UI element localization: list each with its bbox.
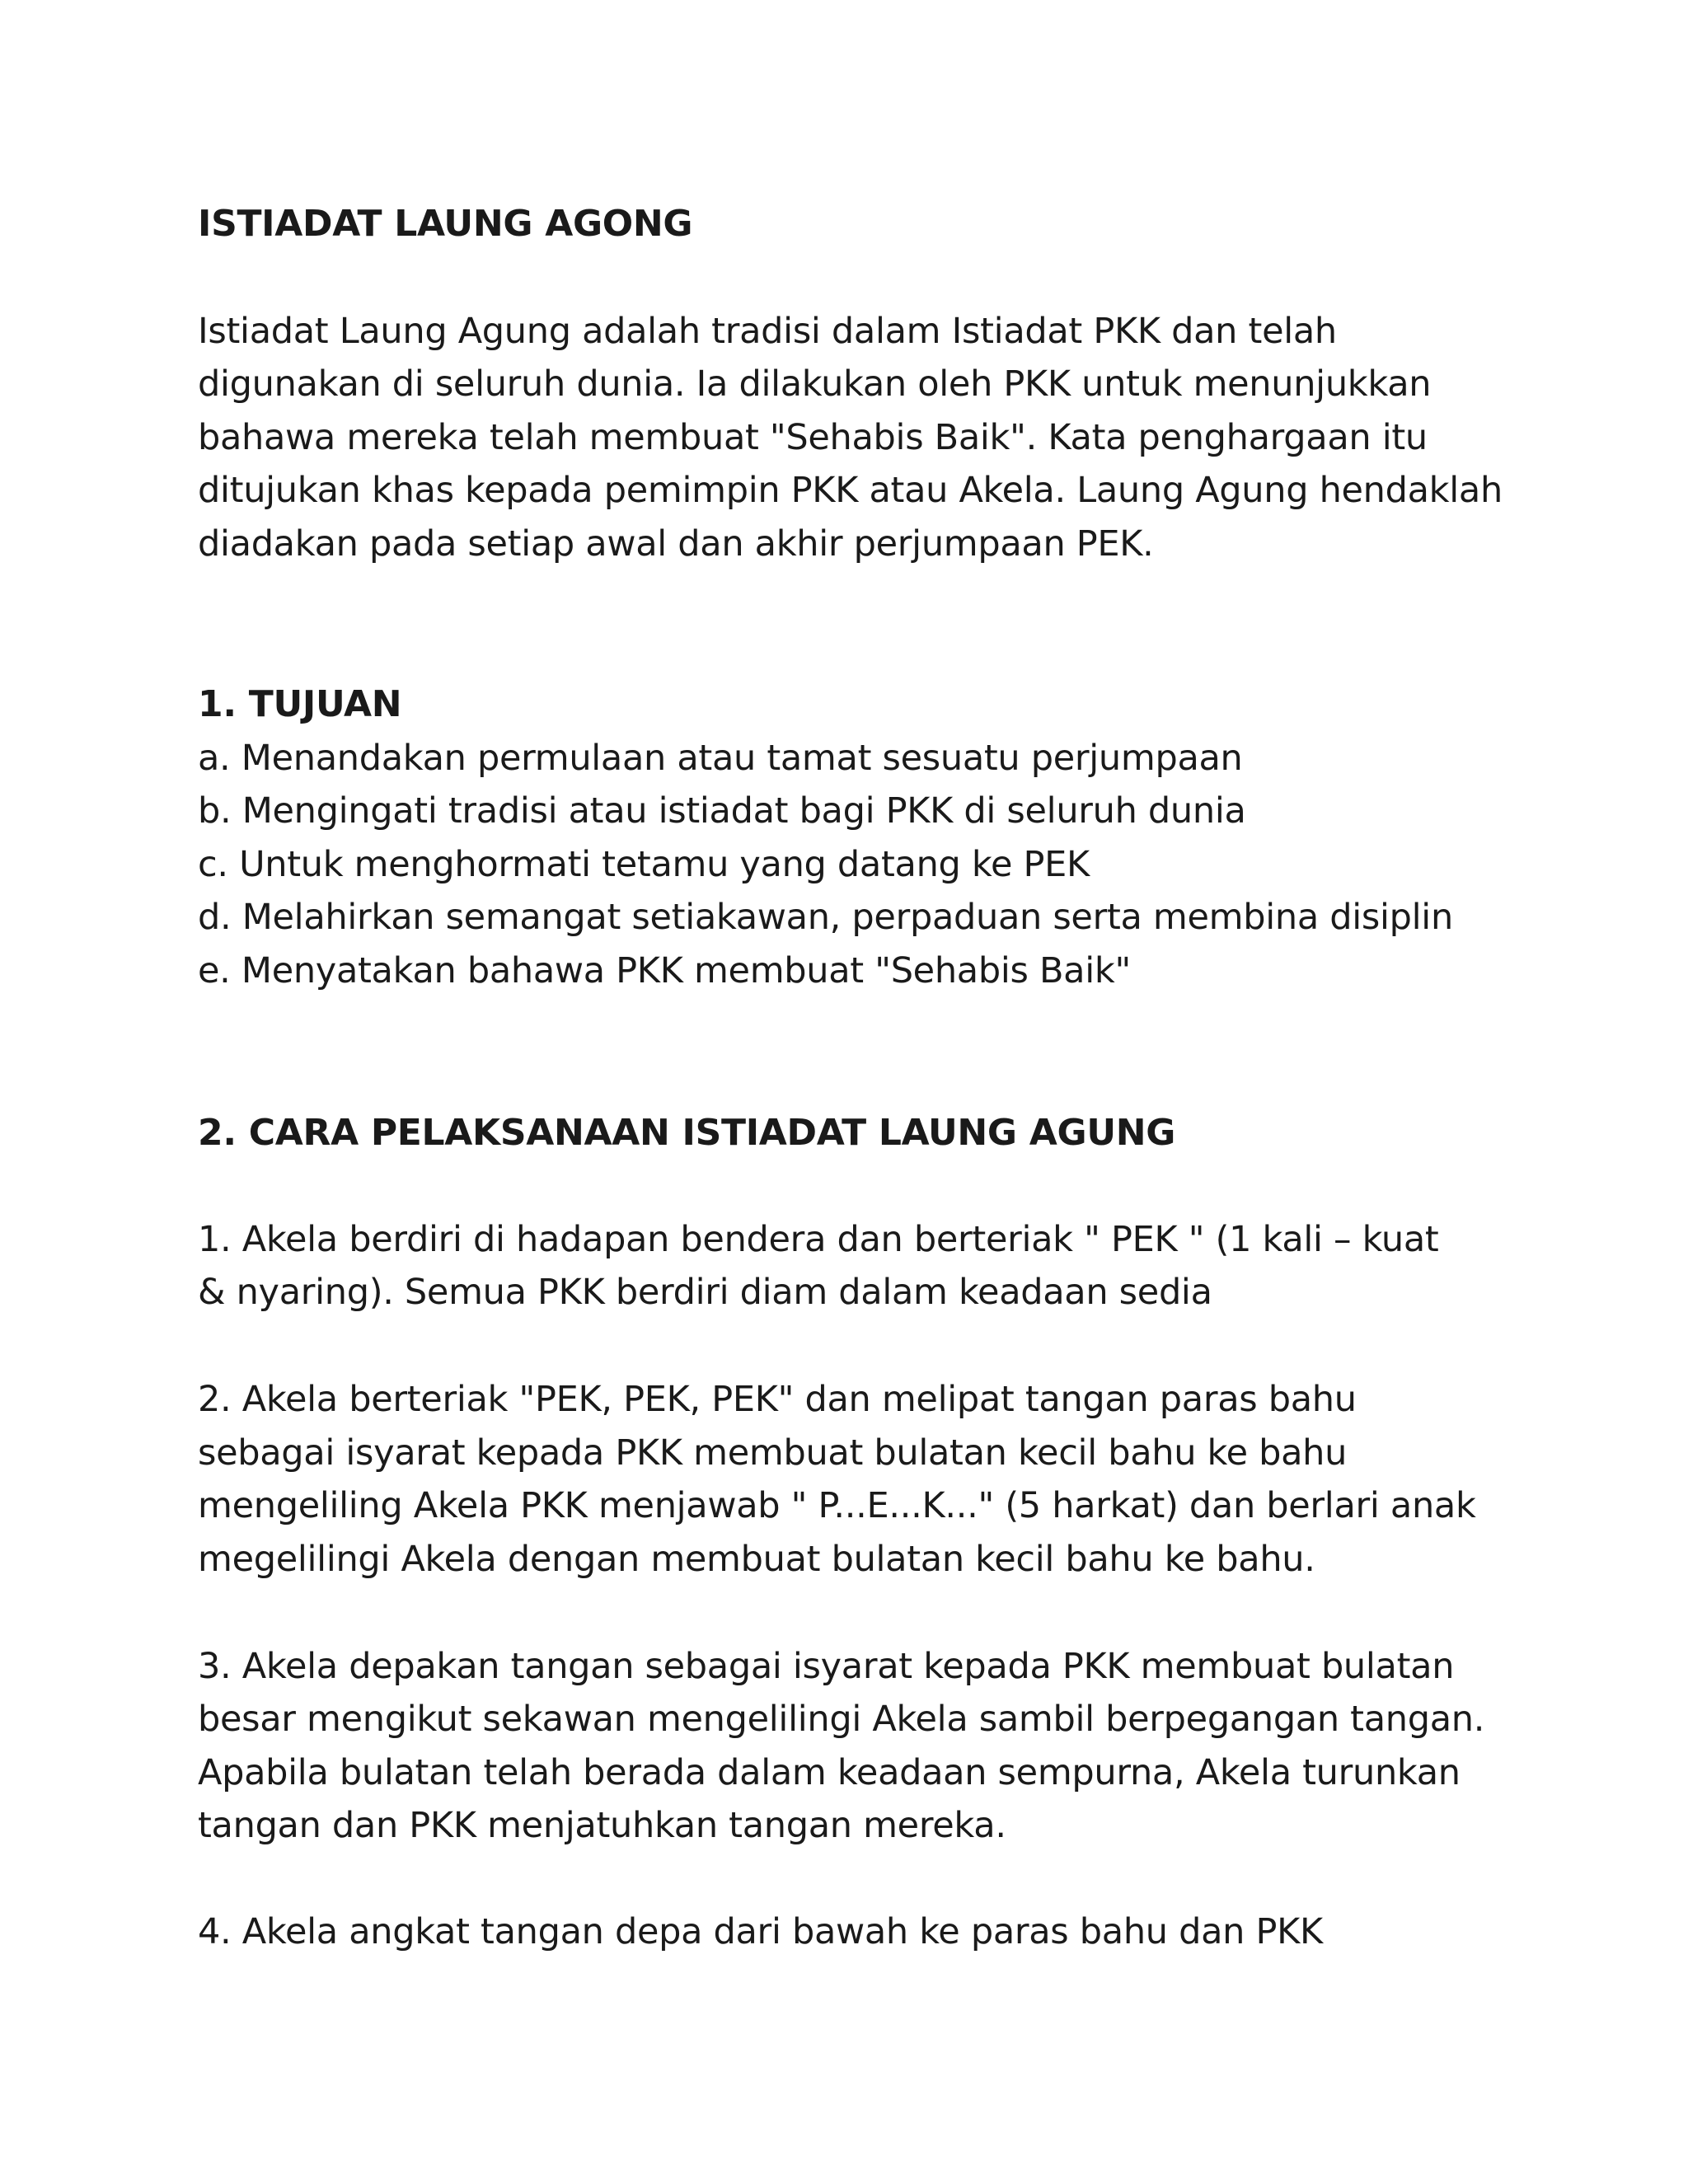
step-line: 4. Akela angkat tangan depa dari bawah ke paras bahu dan PKK [198,1911,1323,1952]
step-line: 1. Akela berdiri di hadapan bendera dan berteriak " PEK " (1 kali – kuat [198,1219,1439,1260]
intro-line: ditujukan khas kepada pemimpin PKK atau Akela. Laung Agung hendaklah [198,470,1503,511]
step-line: tangan dan PKK menjatuhkan tangan mereka. [198,1805,1006,1846]
list-item: b. Mengingati tradisi atau istiadat bagi PKK di seluruh dunia [198,790,1246,832]
intro-line: bahawa mereka telah membuat "Sehabis Baik". Kata penghargaan itu [198,417,1428,458]
section-heading-tujuan: 1. TUJUAN [198,683,402,725]
intro-line: digunakan di seluruh dunia. Ia dilakukan oleh PKK untuk menunjukkan [198,363,1432,405]
step-line: sebagai isyarat kepada PKK membuat bulatan kecil bahu ke bahu [198,1432,1348,1474]
list-item: c. Untuk menghormati tetamu yang datang ke PEK [198,844,1090,885]
step-line: 3. Akela depakan tangan sebagai isyarat kepada PKK membuat bulatan [198,1646,1455,1687]
intro-line: Istiadat Laung Agung adalah tradisi dalam Istiadat PKK dan telah [198,311,1337,352]
list-item: d. Melahirkan semangat setiakawan, perpaduan serta membina disiplin [198,897,1453,938]
step-line: megelilingi Akela dengan membuat bulatan kecil bahu ke bahu. [198,1539,1315,1580]
step-line: mengeliling Akela PKK menjawab " P...E...K..." (5 harkat) dan berlari anak [198,1485,1476,1526]
step-line: besar mengikut sekawan mengelilingi Akela sambil berpegangan tangan. [198,1699,1485,1740]
step-line: & nyaring). Semua PKK berdiri diam dalam keadaan sedia [198,1272,1212,1313]
intro-line: diadakan pada setiap awal dan akhir perjumpaan PEK. [198,523,1154,565]
document-title: ISTIADAT LAUNG AGONG [198,203,693,245]
step-line: Apabila bulatan telah berada dalam keadaan sempurna, Akela turunkan [198,1752,1461,1793]
list-item: e. Menyatakan bahawa PKK membuat "Sehabis Baik" [198,950,1131,991]
step-line: 2. Akela berteriak "PEK, PEK, PEK" dan melipat tangan paras bahu [198,1379,1357,1420]
document-page [198,0,1517,2184]
section-heading-cara-pelaksanaan: 2. CARA PELAKSANAAN ISTIADAT LAUNG AGUNG [198,1112,1176,1154]
list-item: a. Menandakan permulaan atau tamat sesuatu perjumpaan [198,738,1243,779]
